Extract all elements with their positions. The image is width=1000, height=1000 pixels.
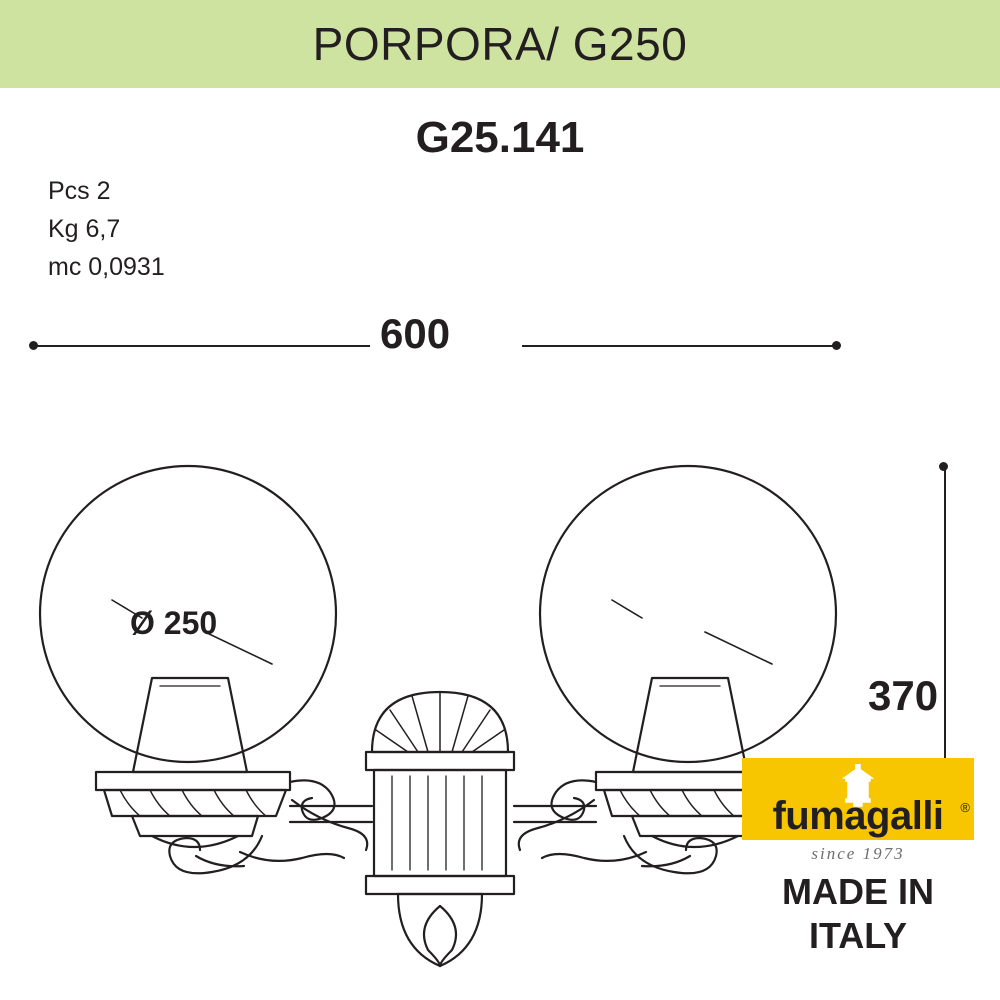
registered-mark: ® bbox=[960, 800, 970, 815]
diameter-label: Ø 250 bbox=[130, 605, 218, 641]
made-in-text: MADE IN bbox=[782, 871, 934, 912]
height-dimension-label: 370 bbox=[868, 672, 939, 719]
country-text: ITALY bbox=[808, 915, 907, 956]
logo-wordmark: fumagalli bbox=[772, 794, 944, 838]
logo-since-text: since 1973 bbox=[811, 844, 905, 863]
bottom-finial bbox=[398, 894, 482, 966]
spec-pcs: Pcs 2 bbox=[48, 177, 111, 205]
page-title: PORPORA/ G250 bbox=[312, 18, 688, 70]
spec-kg: Kg 6,7 bbox=[48, 215, 121, 243]
fumagalli-logo bbox=[742, 758, 974, 988]
model-code: G25.141 bbox=[415, 113, 585, 162]
left-globe bbox=[40, 466, 336, 762]
left-base-plate bbox=[96, 772, 290, 790]
right-globe bbox=[540, 466, 836, 762]
width-dimension-label: 600 bbox=[380, 310, 451, 357]
logo-made-in bbox=[742, 870, 974, 958]
spec-mc: mc 0,0931 bbox=[48, 253, 165, 281]
central-body bbox=[374, 770, 506, 876]
